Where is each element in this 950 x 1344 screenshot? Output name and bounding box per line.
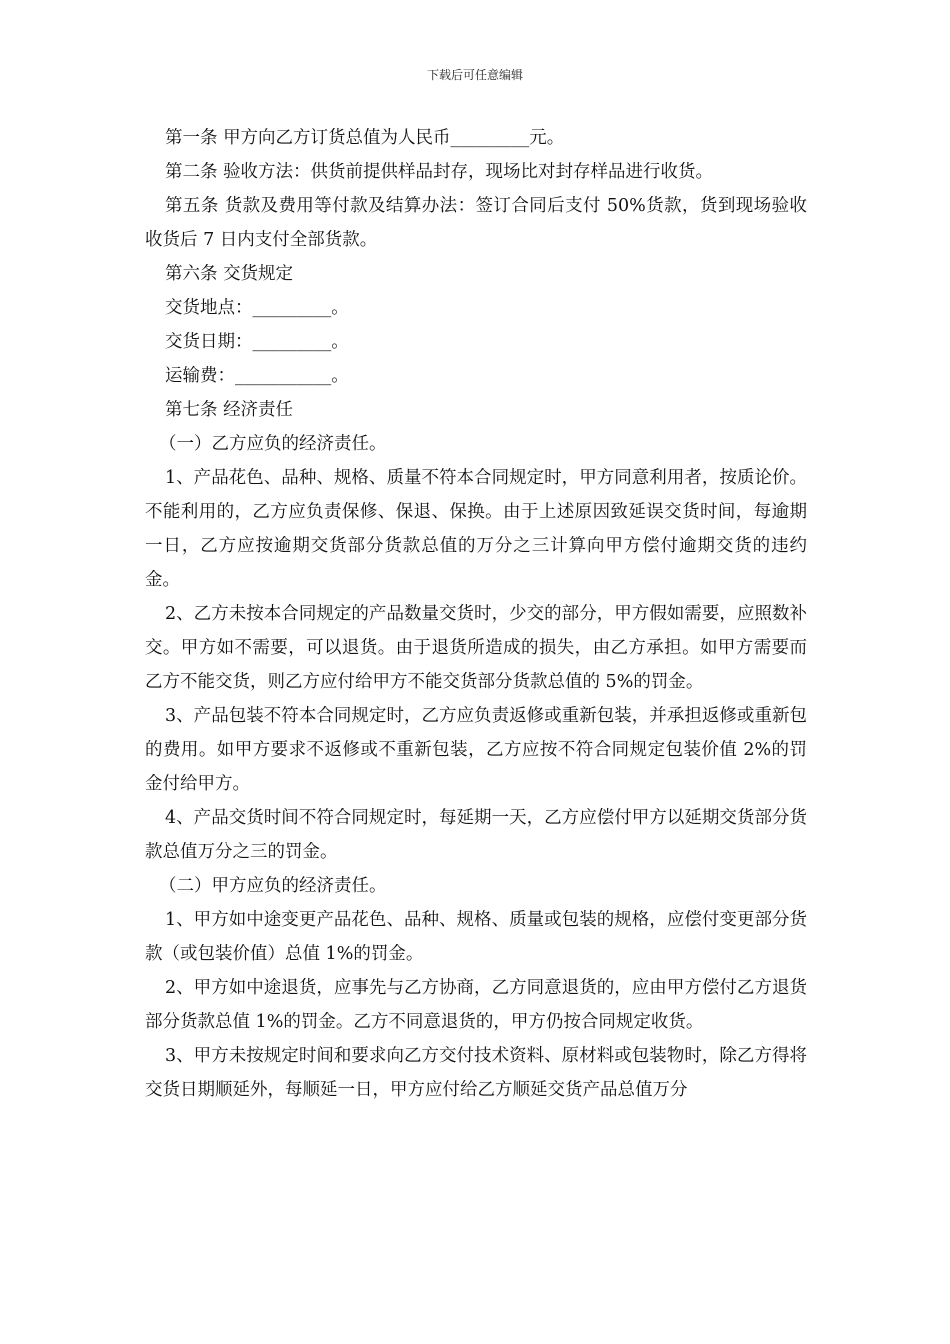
- party-a-clause-1: 1、甲方如中途变更产品花色、品种、规格、质量或包装的规格，应偿付变更部分货款（或包装价值）总值 1%的罚金。: [145, 910, 807, 964]
- document-body: [145, 121, 807, 1107]
- article-6-heading: 第六条 交货规定: [165, 264, 294, 284]
- party-b-clause-3: 3、产品包装不符本合同规定时，乙方应负责返修或重新包装，并承担返修或重新包的费用。如甲方要求不返修或不重新包装，乙方应按不符合同规定包装价值 2%的罚金付给甲方。: [145, 706, 807, 794]
- article-5: 第五条 货款及费用等付款及结算办法：签订合同后支付 50%货款，货到现场验收收货后 7 日内支付全部货款。: [145, 196, 807, 250]
- party-a-clause-3: 3、甲方未按规定时间和要求向乙方交付技术资料、原材料或包装物时，除乙方得将交货日期顺延外，每顺延一日，甲方应付给乙方顺延交货产品总值万分: [145, 1046, 807, 1100]
- party-a-liability-heading: （二）甲方应负的经济责任。: [159, 876, 387, 896]
- delivery-date: 交货日期：_________。: [165, 332, 349, 352]
- party-b-clause-1: 1、产品花色、品种、规格、质量不符本合同规定时，甲方同意利用者，按质论价。不能利用的，乙方应负责保修、保退、保换。由于上述原因致延误交货时间，每逾期一日，乙方应按逾期交货部分货款总值的万分之三计算向甲方偿付逾期交货的违约金。: [145, 468, 807, 590]
- transport-fee: 运输费：___________。: [165, 366, 349, 386]
- party-b-liability-heading: （一）乙方应负的经济责任。: [159, 434, 387, 454]
- page-header: 下载后可任意编辑: [426, 68, 523, 82]
- party-b-clause-2: 2、乙方未按本合同规定的产品数量交货时，少交的部分，甲方假如需要，应照数补交。甲方如不需要，可以退货。由于退货所造成的损失，由乙方承担。如甲方需要而乙方不能交货，则乙方应付给甲方不能交货部分货款总值的 5%的罚金。: [145, 604, 807, 692]
- article-2: 第二条 验收方法：供货前提供样品封存，现场比对封存样品进行收货。: [165, 162, 714, 182]
- article-1: 第一条 甲方向乙方订货总值为人民币_________元。: [165, 128, 565, 148]
- delivery-location: 交货地点：_________。: [165, 298, 349, 318]
- party-b-clause-4: 4、产品交货时间不符合同规定时，每延期一天，乙方应偿付甲方以延期交货部分货款总值万分之三的罚金。: [145, 808, 807, 862]
- article-7-heading: 第七条 经济责任: [165, 400, 294, 420]
- party-a-clause-2: 2、甲方如中途退货，应事先与乙方协商，乙方同意退货的，应由甲方偿付乙方退货部分货款总值 1%的罚金。乙方不同意退货的，甲方仍按合同规定收货。: [145, 978, 807, 1032]
